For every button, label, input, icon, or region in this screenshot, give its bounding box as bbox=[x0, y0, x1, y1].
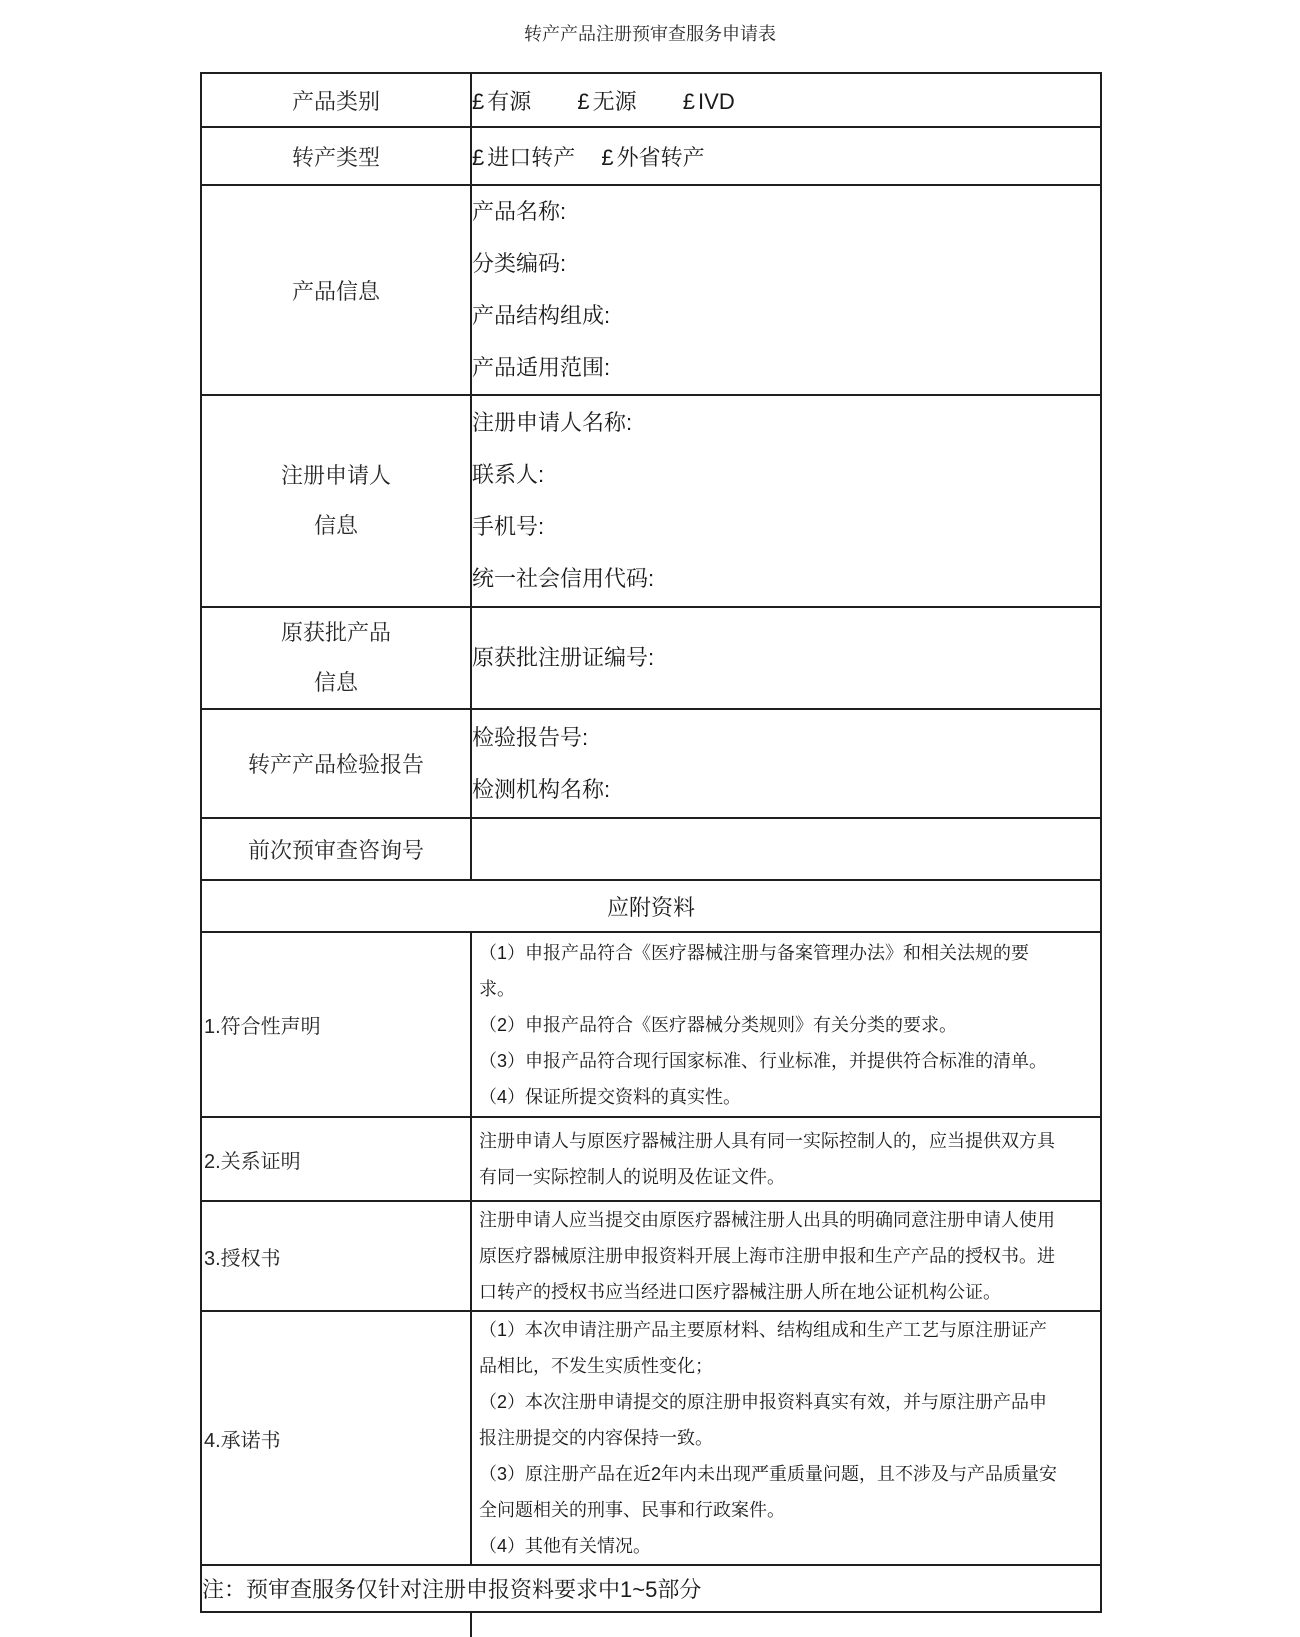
text-line: 检测机构名称: bbox=[472, 776, 611, 802]
text-line: 分类编码: bbox=[472, 251, 567, 276]
text-line: 信息 bbox=[313, 513, 358, 538]
checkbox-option-active-device[interactable] bbox=[472, 85, 531, 116]
product-category-options bbox=[471, 73, 1101, 127]
attachments-section-header: 应附资料 bbox=[201, 880, 1101, 932]
original-product-info-label-lines bbox=[202, 608, 470, 708]
text-line: 原获批产品 bbox=[280, 620, 391, 645]
text-line: 产品名称: bbox=[472, 199, 567, 224]
text-line: 全问题相关的刑事、民事和行政案件。 bbox=[479, 1500, 785, 1520]
previous-preview-consult-number-label: 前次预审查咨询号 bbox=[201, 818, 471, 880]
footnote: 注：预审查服务仅针对注册申报资料要求中1~5部分 bbox=[201, 1565, 1101, 1612]
row-product-category bbox=[201, 73, 1101, 127]
transfer-type-options bbox=[471, 127, 1101, 185]
applicant-info-label-lines bbox=[202, 451, 470, 551]
text-line: （4）其他有关情况。 bbox=[479, 1536, 652, 1556]
commitment-letter-content bbox=[471, 1311, 1101, 1565]
checkbox-icon[interactable]: £ bbox=[472, 88, 485, 114]
commitment-letter-label: 4.承诺书 bbox=[201, 1311, 471, 1565]
text-line: 口转产的授权书应当经进口医疗器械注册人所在地公证机构公证。 bbox=[479, 1282, 1001, 1302]
text-line: （3）申报产品符合现行国家标准、行业标准，并提供符合标准的清单。 bbox=[479, 1050, 1048, 1071]
applicant-info-fields bbox=[471, 395, 1101, 607]
text-line: 原获批注册证编号: bbox=[472, 645, 655, 670]
original-product-info-label bbox=[201, 607, 471, 709]
text-line: 检验报告号: bbox=[472, 724, 589, 750]
text-line: 原医疗器械原注册申报资料开展上海市注册申报和生产产品的授权书。进 bbox=[479, 1246, 1055, 1266]
text-line: （1）申报产品符合《医疗器械注册与备案管理办法》和相关法规的要 bbox=[479, 942, 1030, 963]
product-info-fields bbox=[471, 185, 1101, 395]
text-line: 产品结构组成: bbox=[472, 303, 611, 328]
row-section-header-attachments bbox=[201, 880, 1101, 932]
row-inspection-report bbox=[201, 709, 1101, 818]
text-line: 品相比，不发生实质性变化； bbox=[479, 1356, 713, 1376]
row-note bbox=[201, 1565, 1101, 1612]
checkbox-option-import-transfer[interactable] bbox=[472, 141, 575, 172]
text-line: 有同一实际控制人的说明及佐证文件。 bbox=[479, 1167, 785, 1187]
inspection-report-label: 转产产品检验报告 bbox=[201, 709, 471, 818]
checkbox-icon[interactable]: £ bbox=[577, 88, 590, 114]
product-info-label: 产品信息 bbox=[201, 185, 471, 395]
text-line: （2）本次注册申请提交的原注册申报资料真实有效，并与原注册产品申 bbox=[479, 1392, 1048, 1412]
compliance-statement-label: 1.符合性声明 bbox=[201, 932, 471, 1117]
text-line: 报注册提交的内容保持一致。 bbox=[479, 1428, 713, 1448]
checkbox-option-ivd[interactable] bbox=[683, 89, 735, 115]
row-previous-preview-consult-number bbox=[201, 818, 1101, 880]
application-form-table bbox=[200, 72, 1102, 1613]
text-line: 注册申请人与原医疗器械注册人具有同一实际控制人的，应当提供双方具 bbox=[479, 1131, 1055, 1151]
text-line: 产品适用范围: bbox=[472, 355, 611, 380]
text-line: 求。 bbox=[479, 978, 515, 999]
form-sheet bbox=[200, 72, 1100, 1637]
checkbox-label: 无源 bbox=[592, 88, 637, 114]
checkbox-icon[interactable]: £ bbox=[472, 144, 485, 170]
compliance-statement-content bbox=[471, 932, 1101, 1117]
row-transfer-type bbox=[201, 127, 1101, 185]
text-line: 联系人: bbox=[472, 462, 545, 487]
text-line: （3）原注册产品在近2年内未出现严重质量问题，且不涉及与产品质量安 bbox=[479, 1464, 1058, 1484]
row-attachment-authorization-letter bbox=[201, 1201, 1101, 1311]
relationship-proof-content bbox=[471, 1117, 1101, 1201]
text-line: 注册申请人 bbox=[280, 463, 391, 488]
checkbox-option-passive-device[interactable] bbox=[577, 85, 636, 116]
product-category-label: 产品类别 bbox=[201, 73, 471, 127]
checkbox-icon[interactable]: £ bbox=[682, 88, 696, 114]
text-line: （1）本次申请注册产品主要原材料、结构组成和生产工艺与原注册证产 bbox=[479, 1320, 1048, 1340]
applicant-info-label bbox=[201, 395, 471, 607]
row-attachment-relationship-proof bbox=[201, 1117, 1101, 1201]
text-line: （2）申报产品符合《医疗器械分类规则》有关分类的要求。 bbox=[479, 1014, 958, 1035]
authorization-letter-content bbox=[471, 1201, 1101, 1311]
relationship-proof-label: 2.关系证明 bbox=[201, 1117, 471, 1201]
original-product-info-fields bbox=[471, 607, 1101, 709]
text-line: 手机号: bbox=[472, 514, 545, 539]
text-line: 信息 bbox=[313, 670, 358, 695]
row-applicant-info bbox=[201, 395, 1101, 607]
row-product-info bbox=[201, 185, 1101, 395]
checkbox-option-other-province-transfer[interactable] bbox=[601, 141, 704, 172]
checkbox-label: 有源 bbox=[487, 88, 532, 114]
transfer-type-label: 转产类型 bbox=[201, 127, 471, 185]
checkbox-label: 外省转产 bbox=[616, 144, 705, 170]
row-attachment-compliance-statement bbox=[201, 932, 1101, 1117]
text-line: 注册申请人应当提交由原医疗器械注册人出具的明确同意注册申请人使用 bbox=[479, 1210, 1055, 1230]
row-attachment-commitment-letter bbox=[201, 1311, 1101, 1565]
checkbox-label: 进口转产 bbox=[487, 144, 576, 170]
text-line: 统一社会信用代码: bbox=[472, 566, 655, 591]
text-line: （4）保证所提交资料的真实性。 bbox=[479, 1086, 742, 1107]
checkbox-label: IVD bbox=[698, 88, 735, 114]
table-border-artifact bbox=[470, 1613, 472, 1637]
document-title: 转产产品注册预审查服务申请表 bbox=[524, 24, 776, 44]
checkbox-icon[interactable]: £ bbox=[601, 144, 614, 170]
authorization-letter-label: 3.授权书 bbox=[201, 1201, 471, 1311]
previous-preview-consult-number-value bbox=[471, 818, 1101, 880]
text-line: 注册申请人名称: bbox=[472, 410, 633, 435]
row-original-approved-product-info bbox=[201, 607, 1101, 709]
inspection-report-fields bbox=[471, 709, 1101, 818]
